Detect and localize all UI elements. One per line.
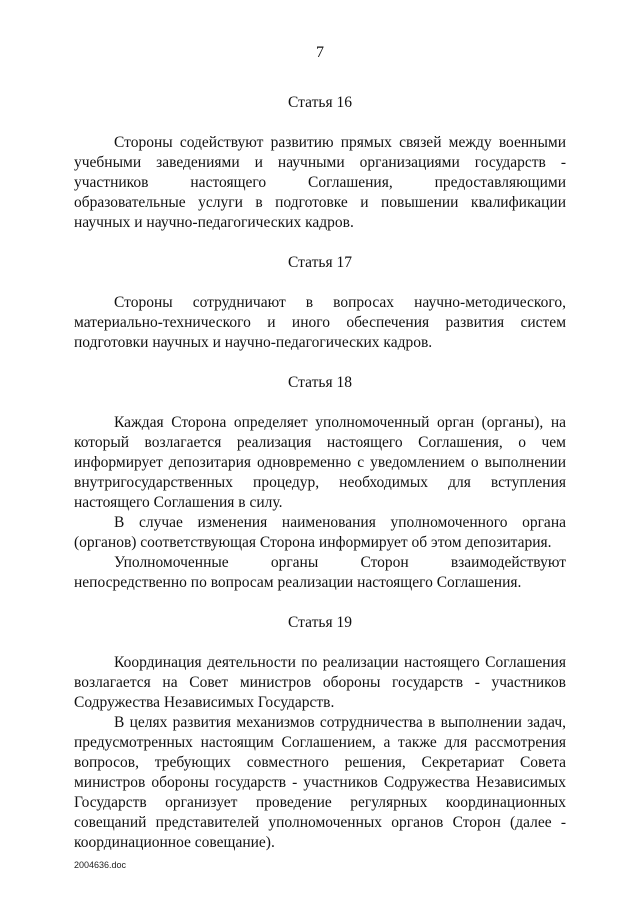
article-17 bbox=[74, 253, 566, 353]
article-heading: Статья 19 bbox=[288, 614, 352, 631]
footer-filename: 2004636.doc bbox=[74, 860, 127, 870]
article-paragraph: В случае изменения наименования уполномоченного органа (органов) соответствующая Сторона информирует об этом депозитария. bbox=[74, 514, 566, 551]
article-paragraph: Уполномоченные органы Сторон взаимодействуют непосредственно по вопросам реализации настоящего Соглашения. bbox=[74, 554, 566, 591]
article-heading: Статья 16 bbox=[288, 94, 352, 111]
document-body bbox=[74, 93, 566, 853]
article-heading: Статья 18 bbox=[288, 374, 352, 391]
article-19 bbox=[74, 613, 566, 853]
article-heading: Статья 17 bbox=[288, 254, 352, 271]
article-paragraph: Каждая Сторона определяет уполномоченный орган (органы), на который возлагается реализация настоящего Соглашения, о чем информирует депозитария одновременно с уведомлением о выполнении внутригосударственных процедур, необходимых для вступления настоящего Соглашения в силу. bbox=[74, 414, 566, 511]
article-paragraph: Стороны сотрудничают в вопросах научно-методического, материально-технического и иного обеспечения развития систем подготовки научных и научно-педагогических кадров. bbox=[74, 294, 566, 351]
article-paragraph: Стороны содействуют развитию прямых связей между военными учебными заведениями и научными организациями государств - участников настоящего Соглашения, предоставляющими образовательные услуги в подготовке и повышении квалификации научных и научно-педагогических кадров. bbox=[74, 134, 566, 231]
article-16 bbox=[74, 93, 566, 233]
page-number: 7 bbox=[316, 44, 324, 61]
article-paragraph: В целях развития механизмов сотрудничества в выполнении задач, предусмотренных настоящим Соглашением, а также для рассмотрения вопросов, требующих совместного решения, Секретариат Совета министров обороны государств - участников Содружества Независимых Государств организует проведение регулярных координационных совещаний представителей уполномоченных органов Сторон (далее - координационное совещание). bbox=[74, 714, 566, 851]
article-18 bbox=[74, 373, 566, 593]
article-paragraph: Координация деятельности по реализации настоящего Соглашения возлагается на Совет министров обороны государств - участников Содружества Независимых Государств. bbox=[74, 654, 566, 711]
